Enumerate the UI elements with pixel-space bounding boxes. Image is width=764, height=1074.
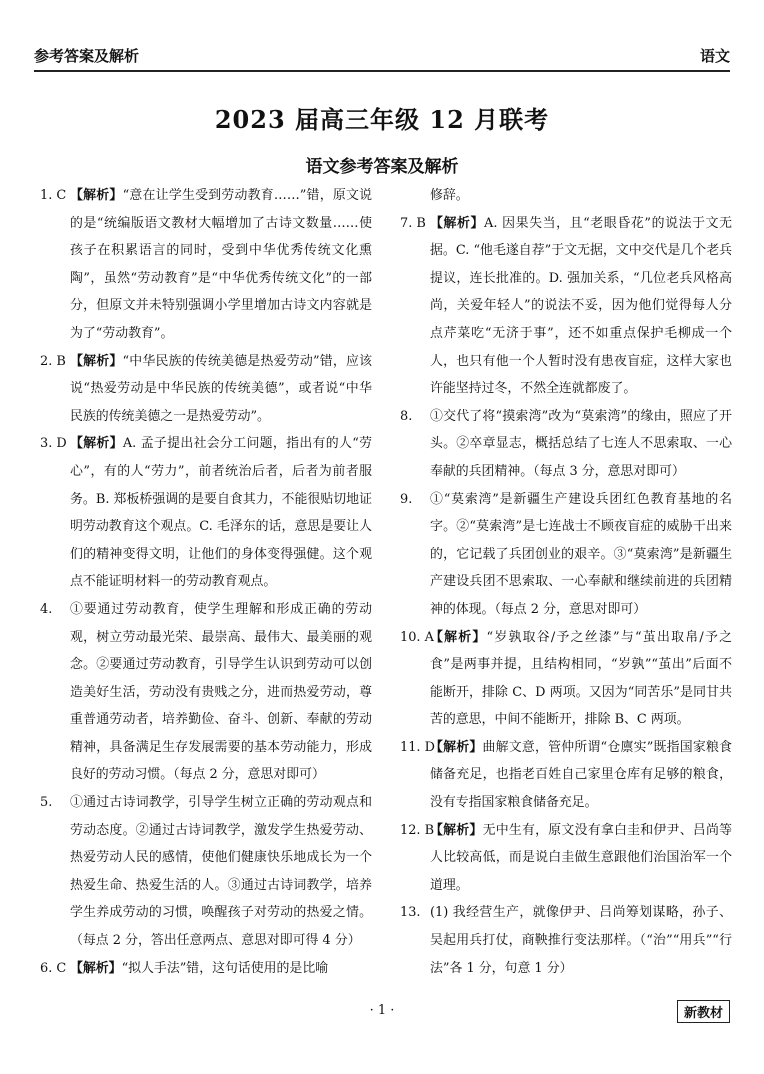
continued-text: 修辞。 bbox=[430, 188, 469, 203]
answer-number: 10. A bbox=[400, 629, 434, 645]
answer-item bbox=[40, 430, 372, 596]
answer-item bbox=[400, 403, 732, 486]
answer-item bbox=[40, 348, 372, 431]
answer-text: 无中生有，原文没有拿白圭和伊尹、吕尚等人比较高低，而是说白圭做生意跟他们治国治军一个道理。 bbox=[430, 822, 733, 893]
analysis-label: 【解析】 bbox=[430, 215, 485, 231]
analysis-label: 【解析】 bbox=[70, 436, 123, 452]
answer-number: 12. B bbox=[400, 822, 435, 838]
answer-text: (1) 我经营生产，就像伊尹、吕尚筹划谋略，孙子、吴起用兵打仗，商鞅推行变法那样。（“治”“用兵”“行法”各 1 分，句意 1 分） bbox=[430, 905, 732, 976]
answer-number: 13. bbox=[400, 905, 421, 921]
answer-item bbox=[400, 624, 732, 734]
answer-item bbox=[40, 955, 372, 983]
analysis-label: 【解析】 bbox=[70, 188, 123, 203]
answer-item bbox=[40, 182, 372, 348]
answer-item bbox=[400, 899, 732, 982]
analysis-label: 【解析】 bbox=[70, 960, 122, 976]
answer-number: 8. bbox=[400, 408, 413, 424]
answer-item bbox=[400, 734, 732, 817]
left-column bbox=[40, 182, 372, 992]
answer-text: ①交代了将“摸索湾”改为“莫索湾”的缘由，照应了开头。②卒章显志，概括总结了七连人不思索取、一心奉献的兵团精神。（每点 3 分，意思对即可） bbox=[430, 408, 732, 479]
answer-item bbox=[400, 210, 732, 403]
answer-number: 11. D bbox=[400, 739, 435, 755]
answer-text: “岁孰取谷/予之丝漆”与“茧出取帛/予之食”是两事并提，且结构相同，“岁孰”“茧出”后面不能断开，排除 C、D 两项。又因为“同苦乐”是同甘共苦的意思，中间不能断开，排除 B、C 两项。 bbox=[430, 629, 732, 728]
right-column bbox=[400, 182, 732, 992]
edition-badge: 新教材 bbox=[677, 1000, 730, 1023]
answer-text: “中华民族的传统美德是热爱劳动”错，应该说“热爱劳动是中华民族的传统美德”，或者说“中华民族的传统美德之一是热爱劳动”。 bbox=[70, 353, 373, 424]
answer-number: 5. bbox=[40, 795, 53, 811]
answer-item bbox=[40, 789, 372, 955]
answer-number: 3. D bbox=[40, 436, 67, 452]
exam-subtitle: 语文参考答案及解析 bbox=[305, 157, 459, 177]
exam-title: 2023 届高三年级 12 月联考 bbox=[214, 105, 550, 134]
answer-item bbox=[400, 486, 732, 624]
answer-number: 7. B bbox=[400, 215, 426, 231]
answer-text: A. 孟子提出社会分工问题，指出有的人“劳心”，有的人“劳力”，前者统治后者，后者为前者服务。B. 郑板桥强调的是要自食其力，不能很贴切地证明劳动教育这个观点。C. 毛泽东的话，意思是要让人们的精神变得文明，让他们的身体变得强健。这个观点不能证明材料一的劳动教育观点。 bbox=[70, 436, 373, 590]
answer-text: A. 因果失当，且“老眼昏花”的说法于文无据。C. “他毛遂自荐”于文无据，文中交代是几个老兵提议，连长批准的。D. 强加关系，“几位老兵风格高尚，关爱年轻人”的说法不妥，因为他们觉得每人分点芹菜吃“无济于事”，还不如重点保护毛柳成一个人，也只有他一个人暂时没有患夜盲症，这样大家也许能坚持过冬，不然全连就都废了。 bbox=[430, 215, 733, 397]
answer-item bbox=[40, 596, 372, 789]
answer-text: 曲解文意，管仲所谓“仓廪实”既指国家粮食储备充足，也指老百姓自己家里仓库有足够的粮食，没有专指国家粮食储备充足。 bbox=[430, 739, 733, 811]
analysis-label: 【解析】 bbox=[430, 822, 483, 838]
answer-item bbox=[400, 817, 732, 900]
analysis-label: 【解析】 bbox=[70, 353, 123, 369]
answer-number: 2. B bbox=[40, 353, 66, 369]
analysis-label: 【解析】 bbox=[430, 739, 483, 755]
answer-number: 9. bbox=[400, 491, 413, 507]
answer-text: ①通过古诗词教学，引导学生树立正确的劳动观点和劳动态度。②通过古诗词教学，激发学生热爱劳动、热爱劳动人民的感情，使他们健康快乐地成长为一个热爱生命、热爱生活的人。③通过古诗词教学，培养学生养成劳动的习惯，唤醒孩子对劳动的热爱之情。（每点 2 分，答出任意两点、意思对即可得 4 分） bbox=[70, 795, 372, 949]
page-number: · 1 · bbox=[369, 1003, 395, 1018]
header-left: 参考答案及解析 bbox=[34, 47, 140, 65]
answer-text: ①“莫索湾”是新疆生产建设兵团红色教育基地的名字。②“莫索湾”是七连战士不顾夜盲症的威胁干出来的，它记载了兵团创业的艰辛。③“莫索湾”是新疆生产建设兵团不思索取、一心奉献和继续前进的兵团精神的体现。（每点 2 分，意思对即可） bbox=[430, 491, 732, 617]
header-right: 语文 bbox=[699, 47, 730, 65]
answer-number: 1. C bbox=[40, 188, 67, 203]
answer-number: 4. bbox=[40, 601, 53, 617]
answer-text: “意在让学生受到劳动教育……”错，原文说的是“统编版语文教材大幅增加了古诗文数量……使孩子在积累语言的同时，受到中华优秀传统文化熏陶”，虽然“劳动教育”是“中华优秀传统文化”的一部分，但原文并未特别强调小学里增加古诗文内容就是为了“劳动教育”。 bbox=[70, 188, 372, 341]
analysis-label: 【解析】 bbox=[430, 629, 487, 645]
answer-number: 6. C bbox=[40, 960, 67, 976]
answer-columns bbox=[40, 182, 732, 992]
answer-text: ①要通过劳动教育，使学生理解和形成正确的劳动观，树立劳动最光荣、最崇高、最伟大、最美丽的观念。②要通过劳动教育，引导学生认识到劳动可以创造美好生活，劳动没有贵贱之分，进而热爱劳动，尊重普通劳动者，培养勤俭、奋斗、创新、奉献的劳动精神，具备满足生存发展需要的基本劳动能力，形成良好的劳动习惯。（每点 2 分，意思对即可） bbox=[70, 601, 372, 783]
page-header bbox=[34, 40, 730, 72]
answer-text: “拟人手法”错，这句话使用的是比喻 bbox=[121, 960, 329, 976]
